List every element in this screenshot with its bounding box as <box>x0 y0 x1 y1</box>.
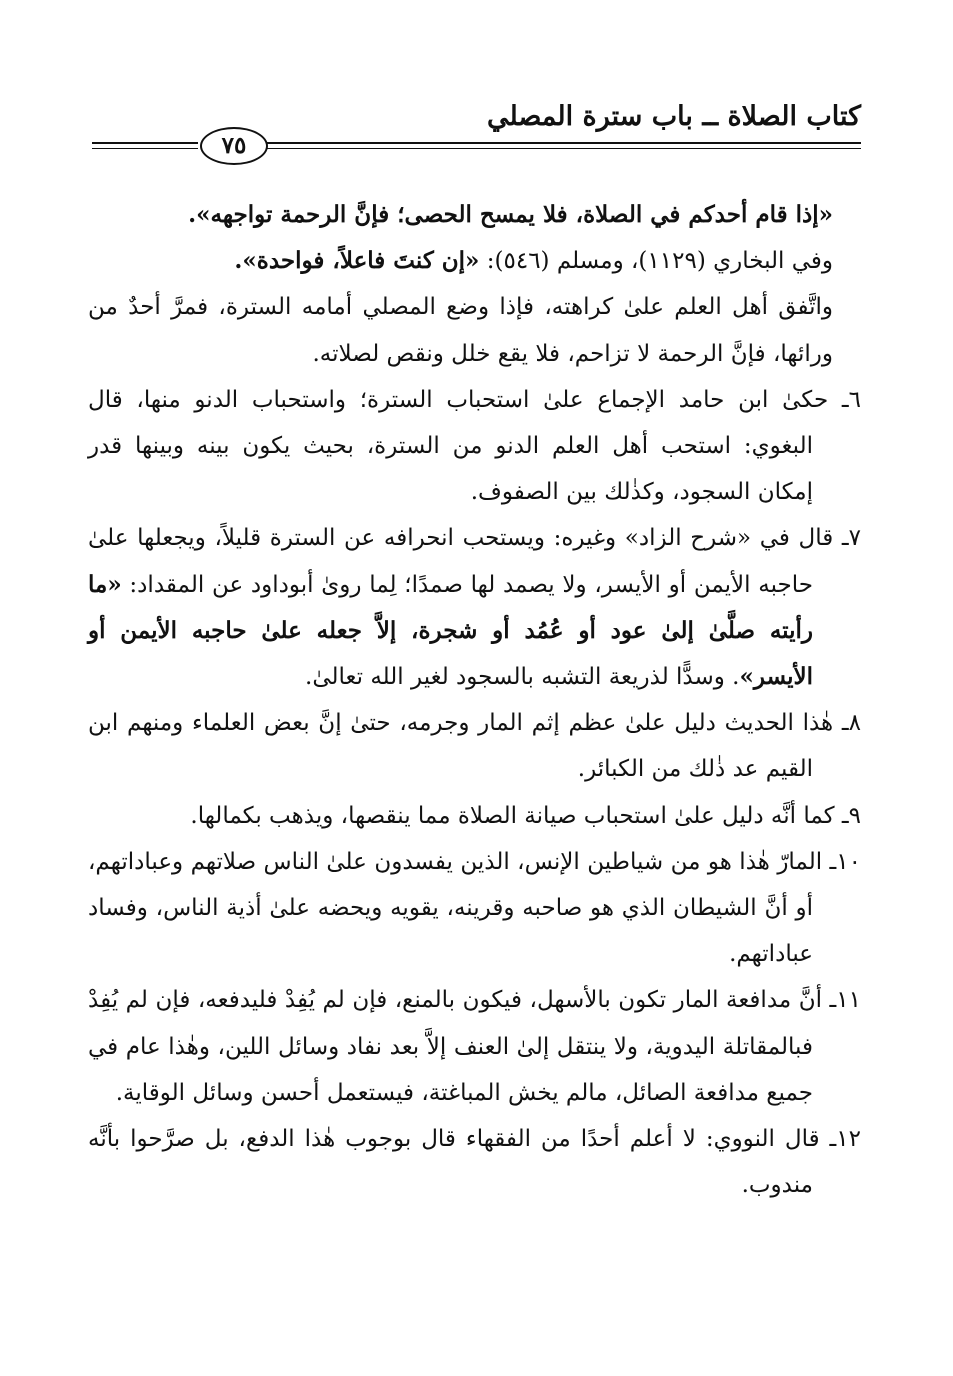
paragraph <box>88 238 861 284</box>
paragraph <box>88 793 861 839</box>
paragraph <box>88 1116 861 1208</box>
paragraph-text: ٨ـ هٰذا الحديث دليل علىٰ عظم إثم المار وجرمه، حتىٰ إنَّ بعض العلماء ومنهم ابن القيم عد ذٰلك من الكبائر. <box>88 710 861 783</box>
paragraph-text: ١١ـ أنَّ مدافعة المار تكون بالأسهل، فيكون بالمنع، فإن لم يُفِدْ فليدفعه، فإن لم يُفِدْ فبالمقاتلة اليدوية، ولا ينتقل إلىٰ العنف إلاَّ بعد نفاد وسائل اللين، وهٰذا عام في جميع مدافعة الصائل، مالم يخش المباغتة، فيستعمل أحسن وسائل الوقاية. <box>88 987 861 1106</box>
paragraph-text: وفي البخاري (١١٢٩)، ومسلم (٥٤٦): <box>479 248 833 275</box>
paragraph <box>88 515 861 700</box>
paragraph-text: ٧ـ قال في «شرح الزاد» وغيره: ويستحب انحرافه عن السترة قليلاً، ويجعلها علىٰ حاجبه الأيمن أو الأيسر، ولا يصمد لها صمدًا؛ لِما روىٰ أبوداود عن المقداد: <box>88 525 861 598</box>
header-rule-left <box>92 142 198 144</box>
page-body <box>88 192 861 1208</box>
quoted-text: «إن كنتَ فاعلاً، فواحدة». <box>234 247 480 275</box>
paragraph-text: واتَّفق أهل العلم علىٰ كراهته، فإذا وضع المصلي أمامه السترة، فمرَّ أحدٌ من ورائها، فإنَّ الرحمة لا تزاحم، فلا يقع خلل ونقص لصلاته. <box>88 294 833 367</box>
header-rule-right <box>266 142 861 144</box>
paragraph-text: . وسدًّا لذريعة التشبه بالسجود لغير الله تعالىٰ. <box>305 664 740 691</box>
book-title: كتاب الصلاة ــ باب سترة المصلي <box>486 101 861 132</box>
paragraph <box>88 284 861 376</box>
page-number: ٧٥ <box>200 127 268 165</box>
header-rule-right-thin <box>266 148 861 149</box>
paragraph-text: ١٠ـ المارّ هٰذا هو من شياطين الإنس، الذين يفسدون علىٰ الناس صلاتهم وعباداتهم، أو أنَّ الشيطان الذي هو صاحبه وقرينه، يقويه ويحضه علىٰ أذية الناس، وفساد عباداتهم. <box>88 848 861 968</box>
paragraph-text: ١٢ـ قال النووي: لا أعلم أحدًا من الفقهاء قال بوجوب هٰذا الدفع، بل صرَّحوا بأنَّه مندوب. <box>88 1126 861 1199</box>
quoted-text: «إذا قام أحدكم في الصلاة، فلا يمسح الحصى؛ فإنَّ الرحمة تواجهه». <box>188 201 833 228</box>
paragraph <box>88 839 861 978</box>
paragraph <box>88 192 861 238</box>
paragraph-text: ٦ـ حكىٰ ابن حامد الإجماع علىٰ استحباب السترة؛ واستحباب الدنو منها، قال البغوي: استحب أهل العلم الدنو من السترة، بحيث يكون بينه وبينها قدر إمكان السجود، وكذٰلك بين الصفوف. <box>88 386 861 506</box>
paragraph <box>88 977 861 1116</box>
header-rule-left-thin <box>92 148 198 149</box>
quoted-text: «ما رأيته صلَّىٰ إلىٰ عود أو عُمُد أو شجرة، إلاَّ جعله علىٰ حاجبه الأيمن أو الأيسر» <box>88 570 813 691</box>
paragraph-text: ٩ـ كما أنَّه دليل علىٰ استحباب صيانة الصلاة مما ينقصها، ويذهب بكمالها. <box>190 802 861 829</box>
paragraph <box>88 700 861 792</box>
paragraph <box>88 377 861 516</box>
